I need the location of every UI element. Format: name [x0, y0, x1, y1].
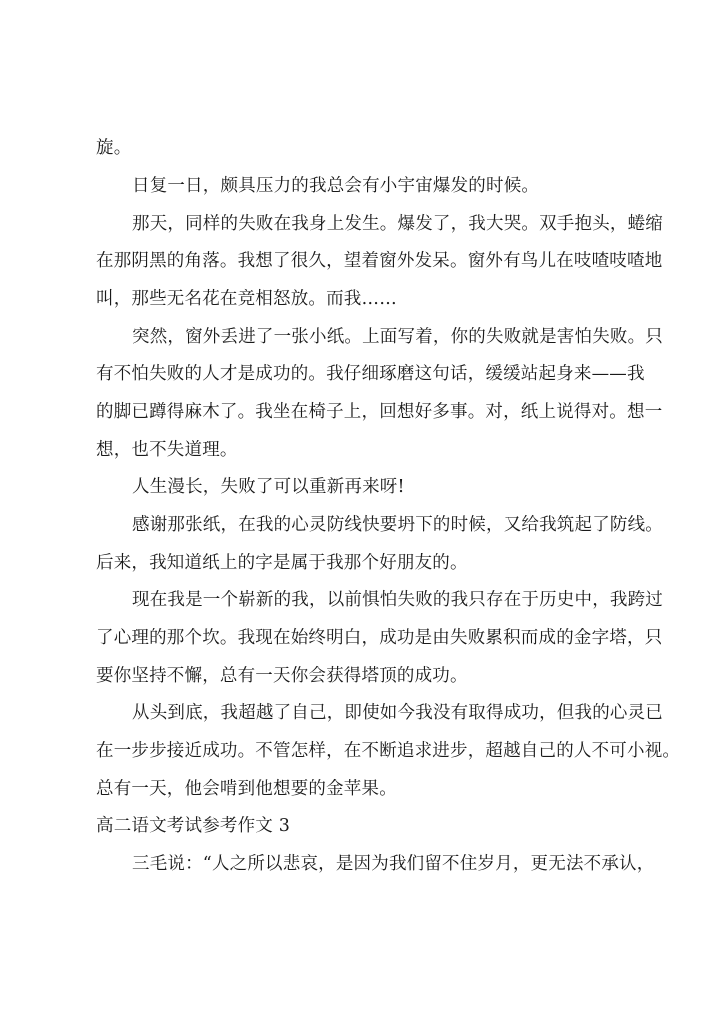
section-heading: 高二语文考试参考作文 3 [96, 816, 291, 836]
text-line: 在那阴黑的角落。我想了很久，望着窗外发呆。窗外有鸟儿在吱喳吱喳地 [96, 251, 663, 271]
text-line: 叫，那些无名花在竞相怒放。而我…… [96, 289, 397, 309]
text-line: 人生漫长，失败了可以重新再来呀! [132, 477, 405, 497]
text-line: 现在我是一个崭新的我，以前惧怕失败的我只存在于历史中，我跨过 [132, 590, 663, 610]
text-line: 从头到底，我超越了自己，即使如今我没有取得成功，但我的心灵已 [132, 703, 663, 723]
text-line: 总有一天，他会啃到他想要的金苹果。 [96, 779, 397, 799]
text-line: 感谢那张纸，在我的心灵防线快要坍下的时候，又给我筑起了防线。 [132, 515, 663, 535]
text-line: 旋。 [96, 138, 132, 158]
text-line: 有不怕失败的人才是成功的。我仔细琢磨这句话，缓缓站起身来——我 [96, 364, 645, 384]
text-line: 那天，同样的失败在我身上发生。爆发了，我大哭。双手抱头，蜷缩 [132, 214, 663, 234]
text-line: 突然，窗外丢进了一张小纸。上面写着，你的失败就是害怕失败。只 [132, 327, 663, 347]
text-line: 日复一日，颇具压力的我总会有小宇宙爆发的时候。 [132, 176, 540, 196]
text-line: 了心理的那个坎。我现在始终明白，成功是由失败累积而成的金字塔，只 [96, 628, 663, 648]
text-line: 要你坚持不懈，总有一天你会获得塔顶的成功。 [96, 666, 468, 686]
text-line: 的脚已蹲得麻木了。我坐在椅子上，回想好多事。对，纸上说得对。想一 [96, 402, 663, 422]
text-line: 后来，我知道纸上的字是属于我那个好朋友的。 [96, 553, 468, 573]
text-line: 三毛说：“人之所以悲哀，是因为我们留不住岁月，更无法不承认， [132, 854, 655, 874]
text-line: 想，也不失道理。 [96, 440, 238, 460]
text-line: 在一步步接近成功。不管怎样，在不断追求进步，超越自己的人不可小视。 [96, 741, 681, 761]
